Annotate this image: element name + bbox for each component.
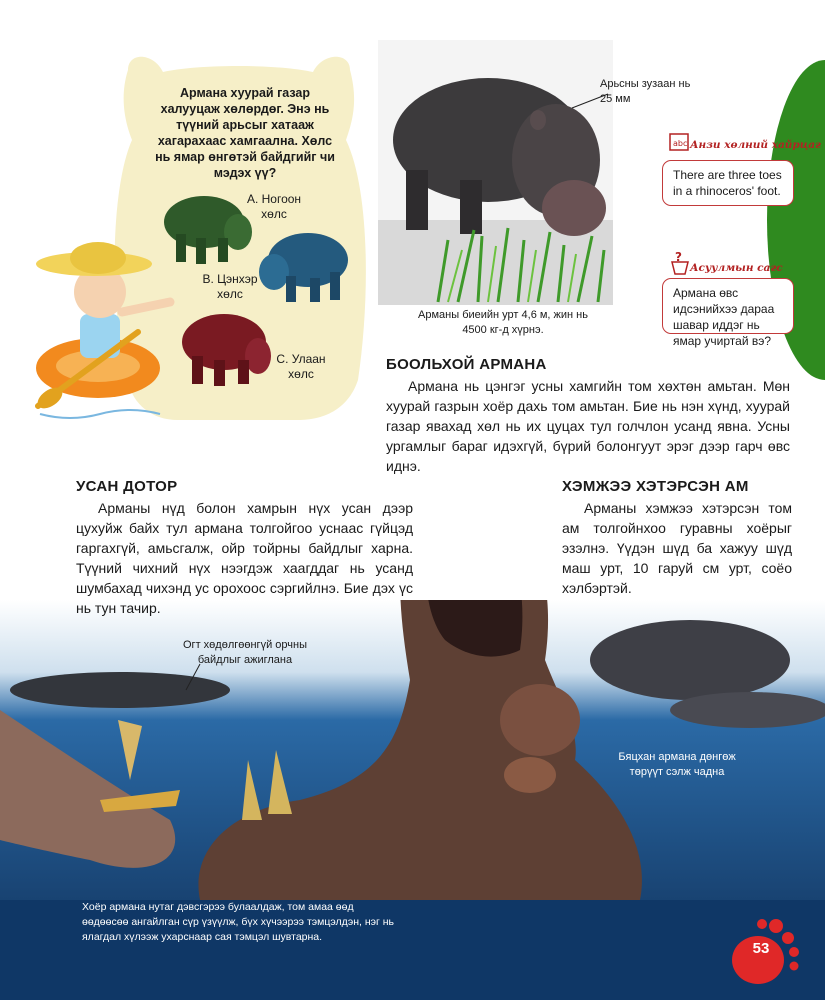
hippo-size-caption: Арманы биеийн урт 4,6 м, жин нь 4500 кг-д хүрнэ.	[418, 309, 588, 336]
hippo-standing-image	[378, 40, 613, 305]
fact-box	[662, 160, 794, 206]
question-box-text: Армана өвс идсэнийхээ дараа шавар иддэг нь ямар учиртай вэ?	[673, 286, 775, 348]
fact-box-icon	[668, 128, 692, 152]
page-number: 53	[752, 940, 770, 957]
option-c-label: С. Улаан хөлс	[276, 352, 326, 381]
blue-hippo-icon	[258, 220, 350, 306]
svg-text:abc: abc	[673, 139, 688, 148]
big-mouth-heading: ХЭМЖЭЭ ХЭТЭРСЭН АМ	[562, 478, 749, 495]
skin-thickness-callout: Арьсны зузаан нь 25 мм	[600, 78, 691, 105]
svg-text:?: ?	[675, 250, 682, 264]
hippo-land-photo	[378, 40, 613, 305]
fact-box-text: There are three toes in a rhinoceros' foot.	[673, 168, 782, 198]
question-basket-icon	[668, 250, 692, 276]
still-observation-callout: Огт хөдөлгөөнгүй орчны байдлыг ажиглана	[183, 639, 307, 666]
baby-hippo-callout: Бяцхан армана дөнгөж төрүүт сэлж чадна	[618, 751, 736, 778]
question-box-title: Асуулмын сагс	[690, 262, 783, 274]
in-water-text: Арманы нүд болон хамрын нүх усан дээр цухуйж байх тул армана толгойгоо уснаас гүйцэд гаргахгүй, амьсгалж, ойр тойрны байдлыг харна. Түүний чихний нүх нээгдэж хаагддаг нь усанд шумбахад чихэнд ус орохоос сэргийлнэ. Бие дэх үс нь тун тачир.	[76, 500, 413, 616]
big-hippo-heading: БООЛЬХОЙ АРМАНА	[386, 356, 547, 373]
option-a-label: А. Ногоон хөлс	[246, 192, 302, 221]
big-hippo-text: Армана нь цэнгэг усны хамгийн том хөхтөн амьтан. Мөн хуурай газрын хоёр дахь том амьтан. Бие нь нэн хүнд, хуурай газар явахад хөл нь их цуцах тул голчлон усанд явна. Усны ургамлыг бараг идэхгүй, бүрий болонгуут эрэг дээр гарч өвс иднэ.	[386, 378, 790, 474]
hippo-fight-caption: Хоёр армана нутаг дэвсгэрээ булаалдаж, том амаа өөд өөдөөсөө ангайлган сүр үзүүлж, бүх хүчээрээ тэмцэлдэн, нэг нь ялагдал хүлээж ухарснаар сая тэмцэл шувтарна.	[82, 901, 395, 943]
big-hippo-paragraph	[386, 376, 790, 476]
boy-in-boat-illustration	[28, 228, 196, 428]
fact-box-title: Анзи хөлний хайрцаг	[690, 139, 821, 151]
in-water-heading: УСАН ДОТОР	[76, 478, 178, 495]
option-b-label: В. Цэнхэр хөлс	[202, 272, 258, 301]
in-water-paragraph	[76, 498, 413, 618]
quiz-question: Армана хуурай газар халууцаж хөлөрдөг. Энэ нь түүний арьсыг хатааж хагарахаас хамгаална. Хөлс нь ямар өнгөтэй байдгийг чи мэдэх үү?	[155, 86, 335, 180]
big-mouth-text: Арманы хэмжээ хэтэрсэн том ам толгойнхоо гуравны хоёрыг эзэлнэ. Үүдэн шүд ба хажуу шүд маш урт, 10 гаруй см урт, соёо хэлбэртэй.	[562, 500, 792, 596]
big-mouth-paragraph	[562, 498, 792, 598]
question-box	[662, 278, 794, 348]
